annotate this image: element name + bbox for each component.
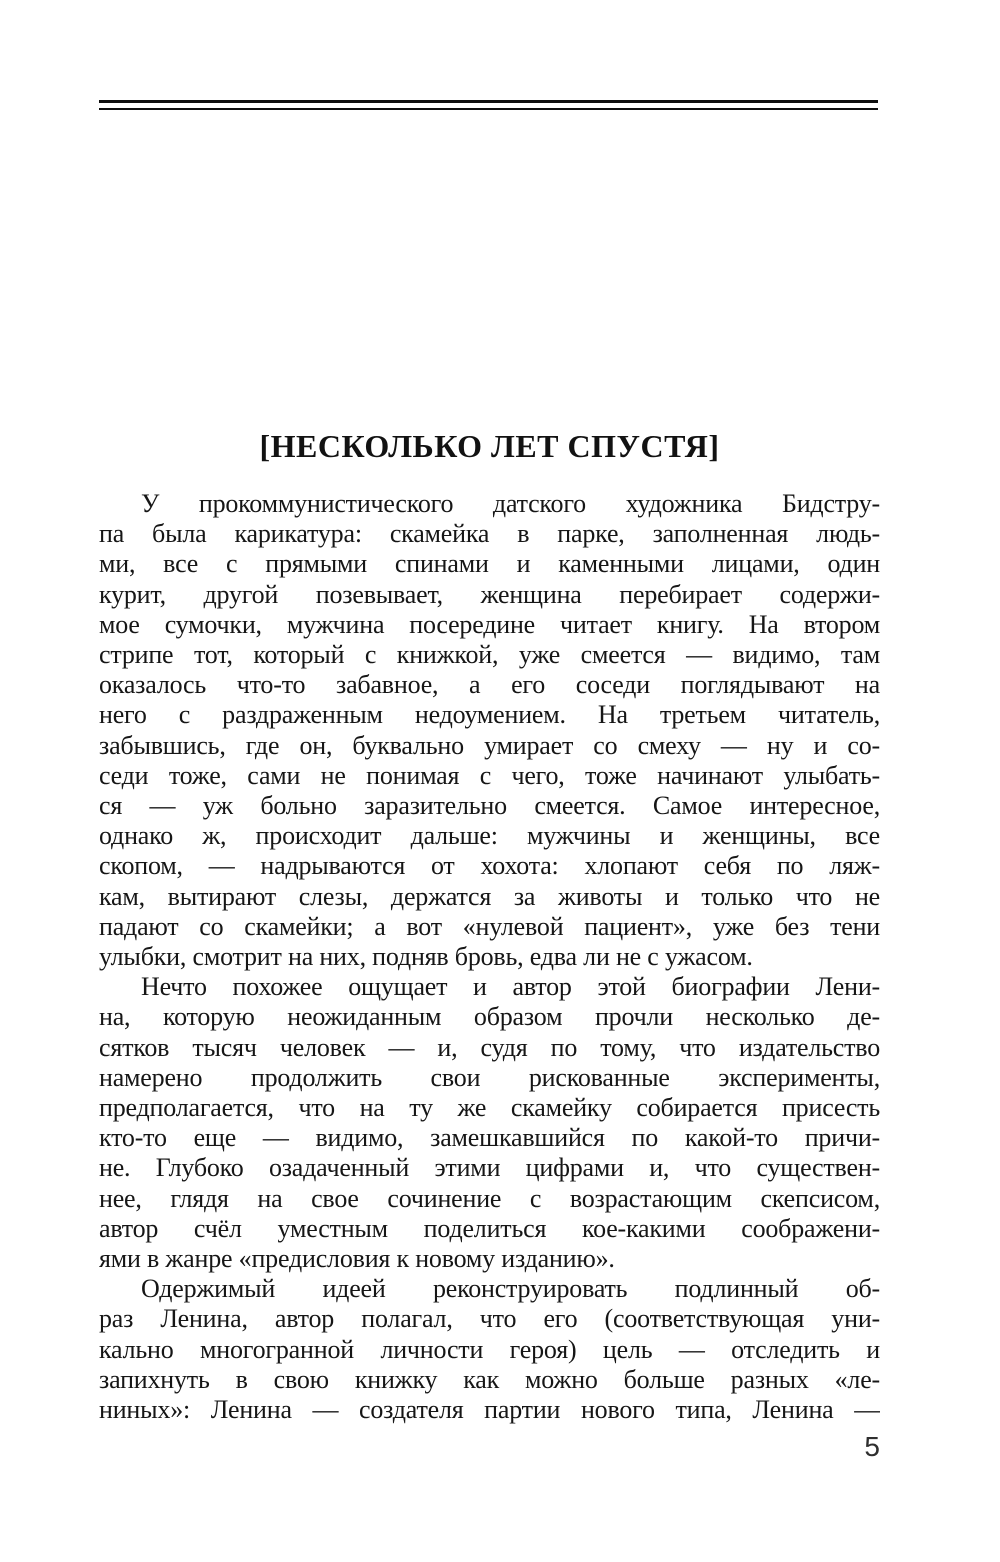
text-line: не. Глубоко озадаченный этими цифрами и, что существен- xyxy=(99,1153,880,1183)
text-line: скопом, — надрываются от хохота: хлопают себя по ляж- xyxy=(99,851,880,881)
text-line: па была карикатура: скамейка в парке, заполненная людь- xyxy=(99,519,880,549)
header-double-rule xyxy=(99,100,878,110)
text-line: курит, другой позевывает, женщина перебирает содержи- xyxy=(99,579,880,609)
text-line: однако ж, происходит дальше: мужчины и женщины, все xyxy=(99,821,880,851)
text-line: ями в жанре «предисловия к новому изданию». xyxy=(99,1244,615,1274)
text-line: на, которую неожиданным образом прочли несколько де- xyxy=(99,1002,880,1032)
text-line: седи тоже, сами не понимая с чего, тоже начинают улыбать- xyxy=(99,760,880,790)
text-line: ниных»: Ленина — создателя партии нового типа, Ленина — xyxy=(99,1395,880,1425)
text-line: кам, вытирают слезы, держатся за животы и только что не xyxy=(99,881,880,911)
text-line: Нечто похожее ощущает и автор этой биографии Лени- xyxy=(141,972,880,1002)
text-line: кально многогранной личности героя) цель — отследить и xyxy=(99,1334,880,1364)
text-line: стрипе тот, который с книжкой, уже смеется — видимо, там xyxy=(99,640,880,670)
text-line: автор счёл уместным поделиться кое-какими соображени- xyxy=(99,1213,880,1243)
text-line: запихнуть в свою книжку как можно больше разных «ле- xyxy=(99,1364,880,1394)
text-line: падают со скамейки; а вот «нулевой пациент», уже без тени xyxy=(99,911,880,941)
text-line: улыбки, смотрит на них, подняв бровь, едва ли не с ужасом. xyxy=(99,942,753,972)
text-line: забывшись, где он, буквально умирает со смеху — ну и со- xyxy=(99,730,880,760)
text-line: Одержимый идеей реконструировать подлинный об- xyxy=(141,1274,880,1304)
page-number: 5 xyxy=(864,1431,880,1462)
text-line: оказалось что-то забавное, а его соседи поглядывают на xyxy=(99,670,880,700)
text-line: предполагается, что на ту же скамейку собирается присесть xyxy=(99,1093,880,1123)
text-line: ся — уж больно заразительно смеется. Самое интересное, xyxy=(99,791,880,821)
text-line: У прокоммунистического датского художника Бидстру- xyxy=(141,489,880,518)
text-line: мое сумочки, мужчина посередине читает книгу. На втором xyxy=(99,609,880,639)
chapter-title: [НЕСКОЛЬКО ЛЕТ СПУСТЯ] xyxy=(259,428,720,464)
text-line: раз Ленина, автор полагал, что его (соответствующая уни- xyxy=(99,1304,880,1334)
body-text xyxy=(99,489,880,1425)
text-line: нее, глядя на свое сочинение с возрастающим скепсисом, xyxy=(99,1183,880,1213)
text-line: ми, все с прямыми спинами и каменными лицами, один xyxy=(99,549,880,579)
text-line: сятков тысяч человек — и, судя по тому, что издательство xyxy=(99,1032,880,1062)
text-line: него с раздраженным недоумением. На третьем читатель, xyxy=(99,700,880,730)
text-line: кто-то еще — видимо, замешкавшийся по какой-то причи- xyxy=(99,1123,880,1153)
text-line: намерено продолжить свои рискованные эксперименты, xyxy=(99,1062,880,1092)
